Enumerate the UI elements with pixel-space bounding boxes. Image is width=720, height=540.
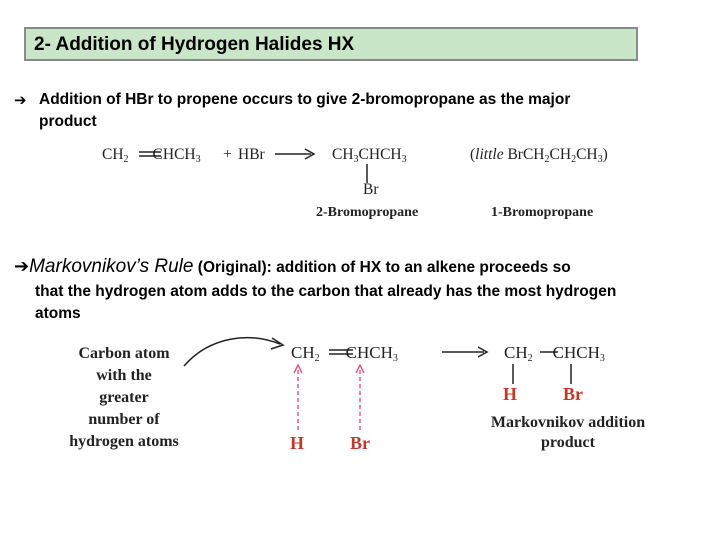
bromine-substituent: Br [363, 181, 379, 198]
title-box [24, 27, 638, 61]
double-bond-icon [137, 146, 163, 162]
rule-text-line-2: that the hydrogen atom adds to the carbon that already has the most hydrogen [35, 283, 617, 300]
bullet-text-line-2: product [39, 113, 97, 130]
dashed-addition-arrows-icon [292, 364, 372, 434]
carbon-atom-label: Carbon atom with the greater number of hydrogen atoms [69, 345, 179, 450]
single-bond-icon [538, 344, 560, 360]
substituent-bonds-icon [508, 364, 578, 386]
reactant-propene: $CH_2$ $CHCH_3$ [102, 146, 201, 165]
rule-name: Markovnikov’s Rule [29, 256, 194, 277]
major-product-name: 2-Bromopropane [316, 205, 419, 220]
bromine-label: Br [350, 433, 370, 453]
major-product-formula: $CH_3CHCH_3$ [332, 146, 407, 165]
reaction-arrow-icon [440, 344, 490, 360]
curved-pointer-arrow-icon [180, 330, 290, 370]
reagent-hbr: HBr [238, 146, 265, 163]
arrow-bullet-icon: ➔ [14, 91, 27, 109]
slide-title: 2- Addition of Hydrogen Halides HX [34, 34, 355, 55]
product-formula: $CH_2$ $CHCH_3$ [504, 343, 605, 364]
plus-sign: + [223, 146, 232, 163]
rule-text-line-3: atoms [35, 305, 81, 322]
bullet-text-line-1: Addition of HBr to propene occurs to give 2-bromopropane as the major [39, 91, 571, 108]
minor-product-name: 1-Bromopropane [491, 205, 594, 220]
double-bond-icon [327, 344, 355, 360]
markovnikov-product-label: Markovnikov addition product [490, 414, 646, 451]
product-bromine: Br [563, 384, 583, 404]
rule-text-line-1: (Original): addition of HX to an alkene proceeds so [193, 259, 571, 276]
hydrogen-label: H [290, 433, 305, 453]
reactant-propene-2: $CH_2$ $CHCH_3$ [291, 343, 398, 364]
minor-product-formula: (little $BrCH_2CH_2CH_3$) [470, 146, 608, 165]
reaction-arrow-icon [273, 146, 317, 162]
arrow-bullet-icon: ➔ [14, 256, 30, 277]
product-hydrogen: H [503, 384, 518, 404]
